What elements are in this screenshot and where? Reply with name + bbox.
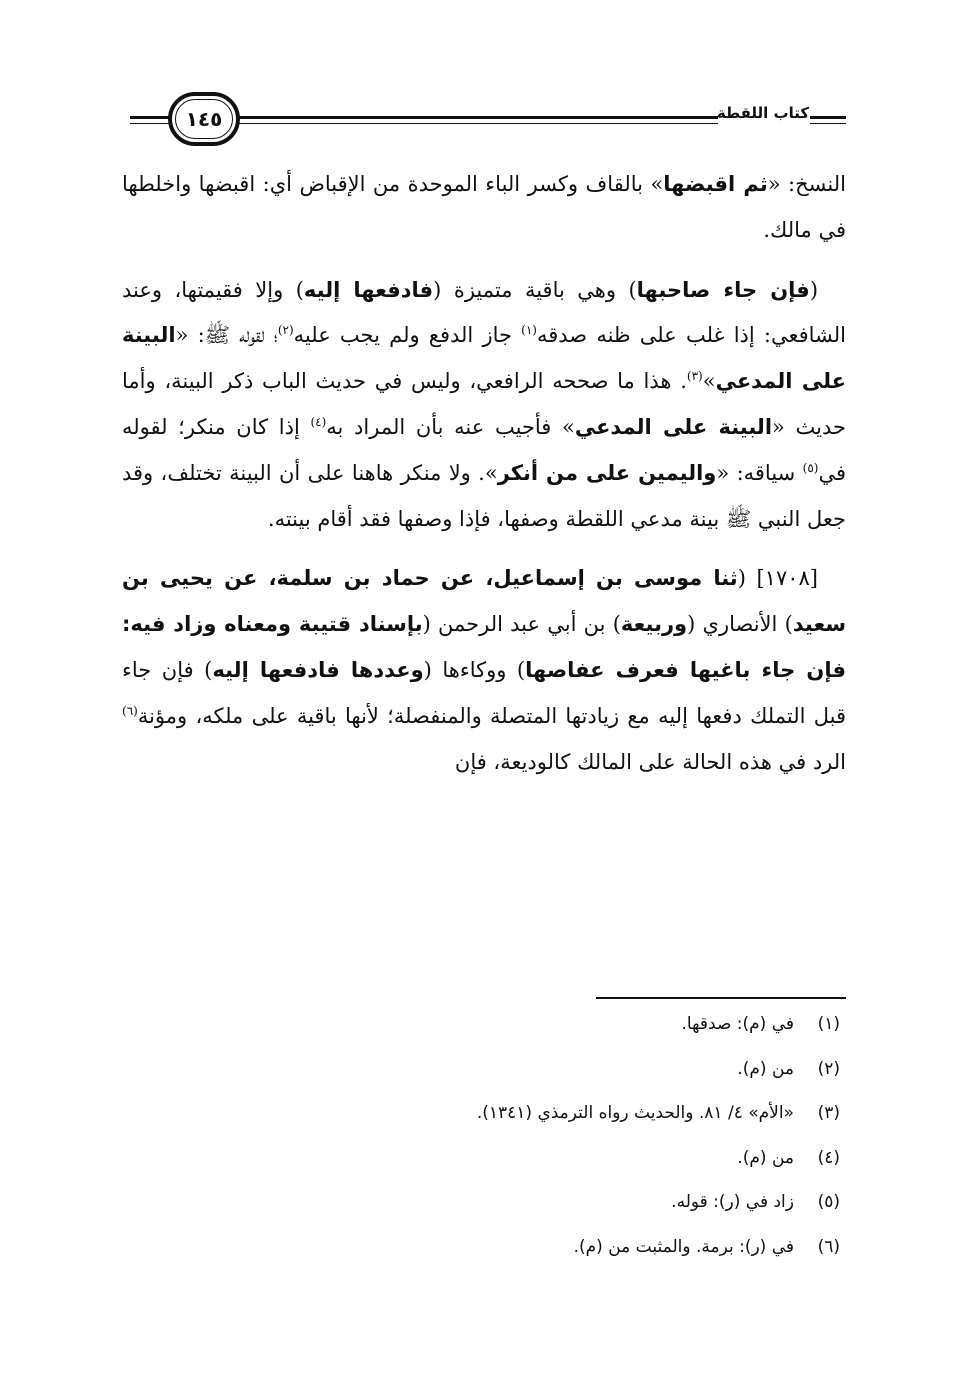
text-run: ( [809,277,819,302]
bold-text: البينة على المدعي [122,323,846,394]
text-run: ) الأنصاري ( [687,612,793,637]
bold-text: البينة على المدعي [574,414,773,439]
paragraph [122,556,846,785]
footnote-text: في (م): صدقها. [681,1014,794,1034]
page-number-text: ١٤٥ [185,107,223,131]
bold-text: وربيعة [620,612,688,637]
footnote-ref: (٤) [310,414,327,429]
text-run: سياقه: « [716,460,803,485]
footnote-text: «الأم» ٤/ ٨١. والحديث رواه الترمذي (١٣٤١). [476,1103,794,1124]
text-run: » بالقاف وكسر الباء الموحدة من الإقباض أي: اقبضها واخلطها في مالك. [122,172,846,242]
bold-text: فادفعها إليه [303,277,434,302]
footnote-text: في (ر): برمة. والمثبت من (م). [573,1236,794,1257]
bold-text: وعددها فادفعها إليه [212,657,424,682]
text-run: ) وإلا فقيمتها، وعند الشافعي: إذا غلب على ظنه صدقه [122,277,847,348]
text-run: النسخ: « [767,172,846,196]
text-run: » فأجيب عنه بأن المراد به [326,414,575,439]
bold-text: بإسناد قتيبة ومعناه وزاد فيه: فإن جاء باغيها فعرف عفاصها [122,612,846,682]
text-run: ) فإن جاء قبل التملك دفعها إليه مع زيادتها المتصلة والمنفصلة؛ لأنها باقية على ملكه، ومؤنة [122,657,846,728]
header-rule-right-thin [810,123,846,124]
footnote [300,1057,840,1102]
text-run: ) بن أبي عبد الرحمن ( [422,612,621,637]
text-run: الرد في هذه الحالة على المالك كالوديعة، فإن [454,749,846,774]
footnotes [300,1012,840,1280]
text-run: [١٧٠٨] ( [737,566,818,591]
footnote-separator [596,997,846,999]
footnote [300,1012,840,1057]
footnote-number: (١) [817,1014,840,1034]
bold-text: ثنا موسى بن إسماعيل، عن حماد بن سلمة، عن يحيى بن سعيد [122,566,846,637]
text-run: ) وهي باقية متميزة ( [433,277,637,302]
header-rule-middle [228,116,718,119]
footnote-number: (٤) [817,1147,840,1168]
text-run: إذا كان منكر؛ لقوله في [122,414,846,485]
footnote-number: (٦) [817,1236,840,1257]
paragraph [122,162,846,254]
page-number [168,92,240,146]
page-header [120,92,848,148]
bold-text: واليمين على من أنكر [497,460,717,485]
header-rule-right [810,116,846,119]
bold-text: ثم اقبضها [663,172,768,196]
footnote-number: (٥) [817,1192,840,1213]
footnote-ref: (٥) [802,460,819,475]
text-run: ) ووكاءها ( [423,657,526,682]
footnote-text: زاد في (ر): قوله. [671,1192,794,1213]
footnote-number: (٣) [817,1103,840,1124]
footnote [300,1235,840,1280]
text-run: » [702,369,716,394]
footnote-ref: (٢) [277,323,294,338]
bold-text: فإن جاء صاحبها [636,277,810,302]
header-rule-middle-thin [228,123,718,124]
footnote-ref: (٦) [122,703,138,718]
main-text [122,162,846,785]
footnote [300,1190,840,1235]
footnote [300,1146,840,1191]
footnote [300,1101,840,1146]
footnote-number: (٢) [817,1058,840,1079]
paragraph [122,268,846,543]
text-run: جاز الدفع ولم يجب عليه [293,323,522,348]
footnote-ref: (١) [521,323,537,338]
footnote-text: من (م). [737,1058,794,1079]
footnote-ref: (٣) [686,369,703,384]
running-title: كتاب اللقطة [716,104,810,122]
text-run: . هذا ما صححه الرافعي، وليس في حديث الباب ذكر البينة، وأما حديث « [122,369,846,439]
text-run: ؛ لقوله ﷺ: « [175,323,278,348]
footnote-text: من (م). [737,1147,794,1168]
text-run: ». ولا منكر هاهنا على أن البينة تختلف، وقد جعل النبي ﷺ بينة مدعي اللقطة وصفها، فإذا وصفها فقد أقام بينته. [122,460,846,531]
